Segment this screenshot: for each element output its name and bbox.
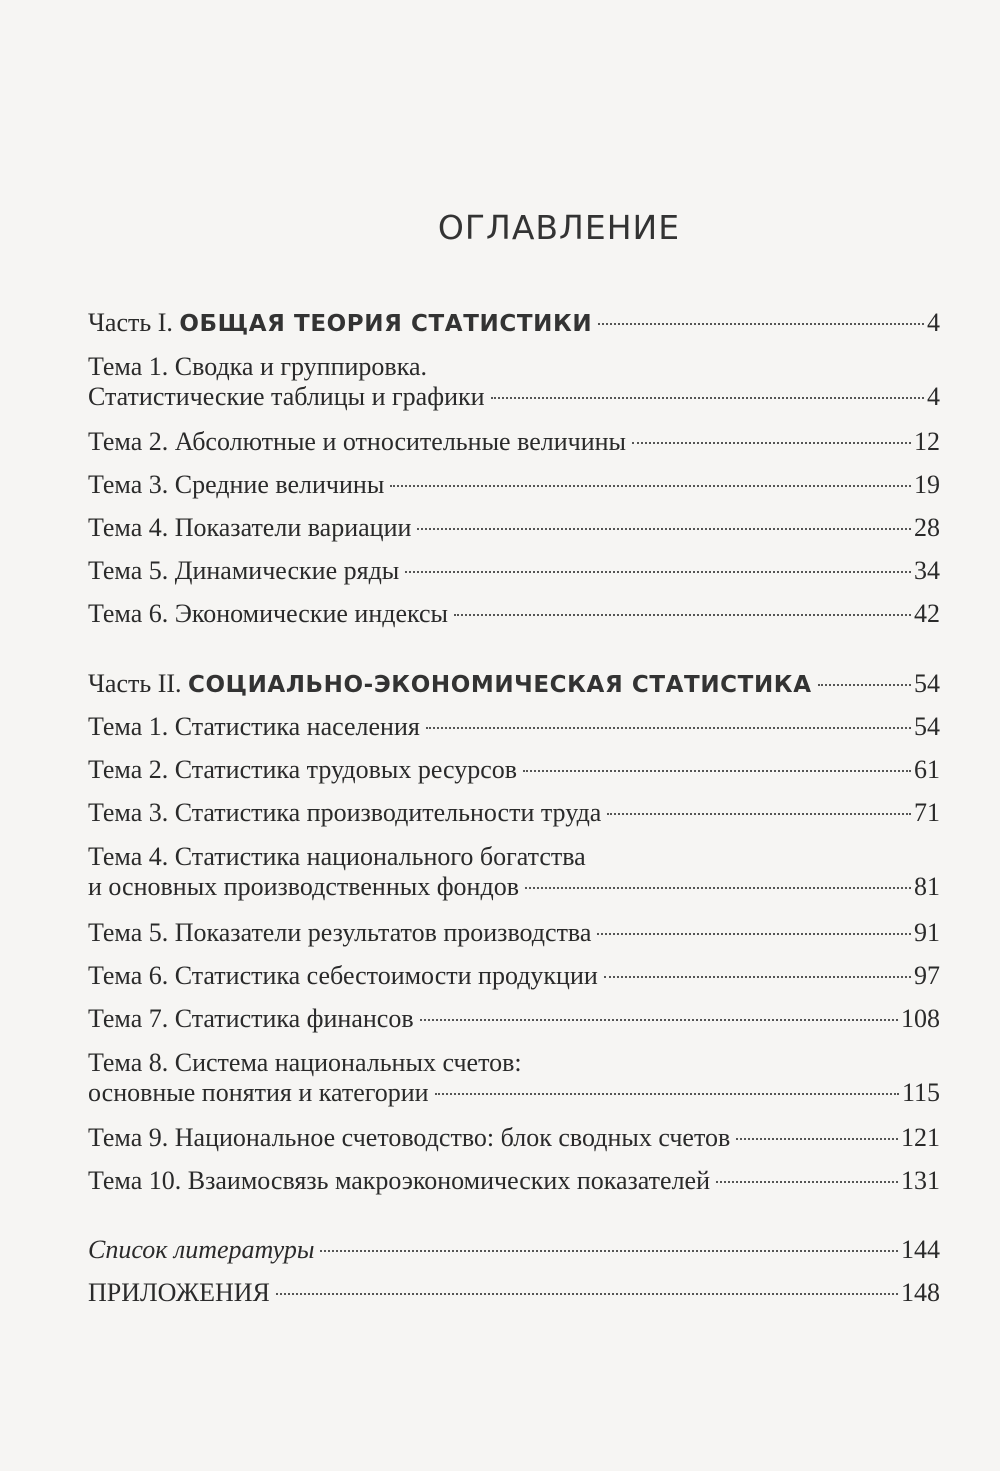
dot-leader (597, 933, 911, 935)
toc-entry-part1-topic1[interactable] (88, 352, 940, 412)
entry-title: Тема 2. Абсолютные и относительные величины (88, 427, 627, 456)
dot-leader (632, 442, 911, 444)
dot-leader (491, 397, 924, 399)
toc-entry-part2-topic7[interactable] (88, 1004, 940, 1034)
part-1-label: Часть I. (88, 308, 173, 337)
entry-page: 12 (914, 427, 940, 456)
entry-title: Тема 2. Статистика трудовых ресурсов (88, 755, 518, 784)
part-2-title: СОЦИАЛЬНО-ЭКОНОМИЧЕСКАЯ СТАТИСТИКА (188, 672, 812, 698)
entry-page: 144 (901, 1235, 940, 1264)
entry-title-line2: Статистические таблицы и графики (88, 382, 485, 411)
page-title: ОГЛАВЛЕНИЕ (437, 208, 681, 247)
toc-entry-part2-topic8[interactable] (88, 1048, 940, 1108)
toc-entry-part1-topic4[interactable] (88, 513, 940, 543)
entry-page: 131 (901, 1166, 940, 1195)
dot-leader (736, 1138, 898, 1140)
entry-title-line2: основные понятия и категории (88, 1078, 429, 1107)
entry-title: Тема 6. Экономические индексы (88, 599, 448, 628)
entry-title: Тема 6. Статистика себестоимости продукции (88, 961, 598, 990)
toc-entry-part2-topic5[interactable] (88, 918, 940, 948)
part-1-page: 4 (927, 308, 940, 337)
toc-entry-part2-topic4[interactable] (88, 842, 940, 902)
dot-leader (320, 1250, 898, 1252)
entry-title: Тема 3. Средние величины (88, 470, 385, 499)
dot-leader (607, 813, 911, 815)
entry-title: Тема 9. Национальное счетоводство: блок сводных счетов (88, 1123, 731, 1152)
toc-part-1[interactable] (88, 308, 940, 338)
toc-entry-part2-topic2[interactable] (88, 755, 940, 785)
dot-leader (405, 571, 911, 573)
entry-title: Тема 10. Взаимосвязь макроэкономических показателей (88, 1166, 711, 1195)
toc-part-2[interactable] (88, 669, 940, 699)
toc-entry-appendices[interactable] (88, 1278, 940, 1308)
toc-entry-part1-topic5[interactable] (88, 556, 940, 586)
entry-title: Тема 3. Статистика производительности труда (88, 798, 602, 827)
toc-entry-bibliography[interactable] (88, 1235, 940, 1265)
entry-page: 91 (914, 918, 940, 947)
dot-leader (598, 323, 924, 325)
entry-page: 108 (901, 1004, 940, 1033)
entry-page: 148 (901, 1278, 940, 1307)
entry-title: ПРИЛОЖЕНИЯ (88, 1278, 270, 1307)
dot-leader (454, 614, 911, 616)
entry-page: 28 (914, 513, 940, 542)
toc-entry-part1-topic6[interactable] (88, 599, 940, 629)
dot-leader (523, 770, 911, 772)
dot-leader (818, 684, 911, 686)
entry-title: Тема 1. Статистика населения (88, 712, 420, 741)
entry-page: 54 (914, 712, 940, 741)
entry-title-line1: Тема 8. Система национальных счетов: (88, 1048, 522, 1077)
dot-leader (435, 1093, 899, 1095)
dot-leader (390, 485, 911, 487)
entry-page: 97 (914, 961, 940, 990)
entry-title-line2: и основных производственных фондов (88, 872, 519, 901)
entry-title: Тема 4. Показатели вариации (88, 513, 412, 542)
part-2-label: Часть II. (88, 669, 182, 698)
entry-title: Список литературы (88, 1235, 315, 1264)
dot-leader (426, 727, 911, 729)
entry-page: 71 (914, 798, 940, 827)
dot-leader (604, 976, 911, 978)
entry-page: 34 (914, 556, 940, 585)
dot-leader (716, 1181, 898, 1183)
toc-entry-part1-topic2[interactable] (88, 427, 940, 457)
toc-entry-part2-topic9[interactable] (88, 1123, 940, 1153)
entry-title: Тема 5. Динамические ряды (88, 556, 400, 585)
entry-page: 4 (927, 382, 940, 411)
entry-title-line1: Тема 1. Сводка и группировка. (88, 352, 427, 381)
entry-title: Тема 7. Статистика финансов (88, 1004, 414, 1033)
entry-page: 61 (914, 755, 940, 784)
toc-entry-part2-topic1[interactable] (88, 712, 940, 742)
entry-page: 19 (914, 470, 940, 499)
toc-entry-part2-topic6[interactable] (88, 961, 940, 991)
entry-page: 42 (914, 599, 940, 628)
entry-page: 115 (901, 1078, 940, 1107)
dot-leader (276, 1293, 898, 1295)
dot-leader (420, 1019, 898, 1021)
part-2-page: 54 (914, 669, 940, 698)
dot-leader (525, 887, 911, 889)
toc-entry-part2-topic10[interactable] (88, 1166, 940, 1196)
dot-leader (417, 528, 911, 530)
entry-page: 81 (914, 872, 940, 901)
toc-entry-part1-topic3[interactable] (88, 470, 940, 500)
toc-entry-part2-topic3[interactable] (88, 798, 940, 828)
entry-page: 121 (901, 1123, 940, 1152)
entry-title-line1: Тема 4. Статистика национального богатства (88, 842, 586, 871)
part-1-title: ОБЩАЯ ТЕОРИЯ СТАТИСТИКИ (179, 311, 593, 337)
entry-title: Тема 5. Показатели результатов производства (88, 918, 592, 947)
